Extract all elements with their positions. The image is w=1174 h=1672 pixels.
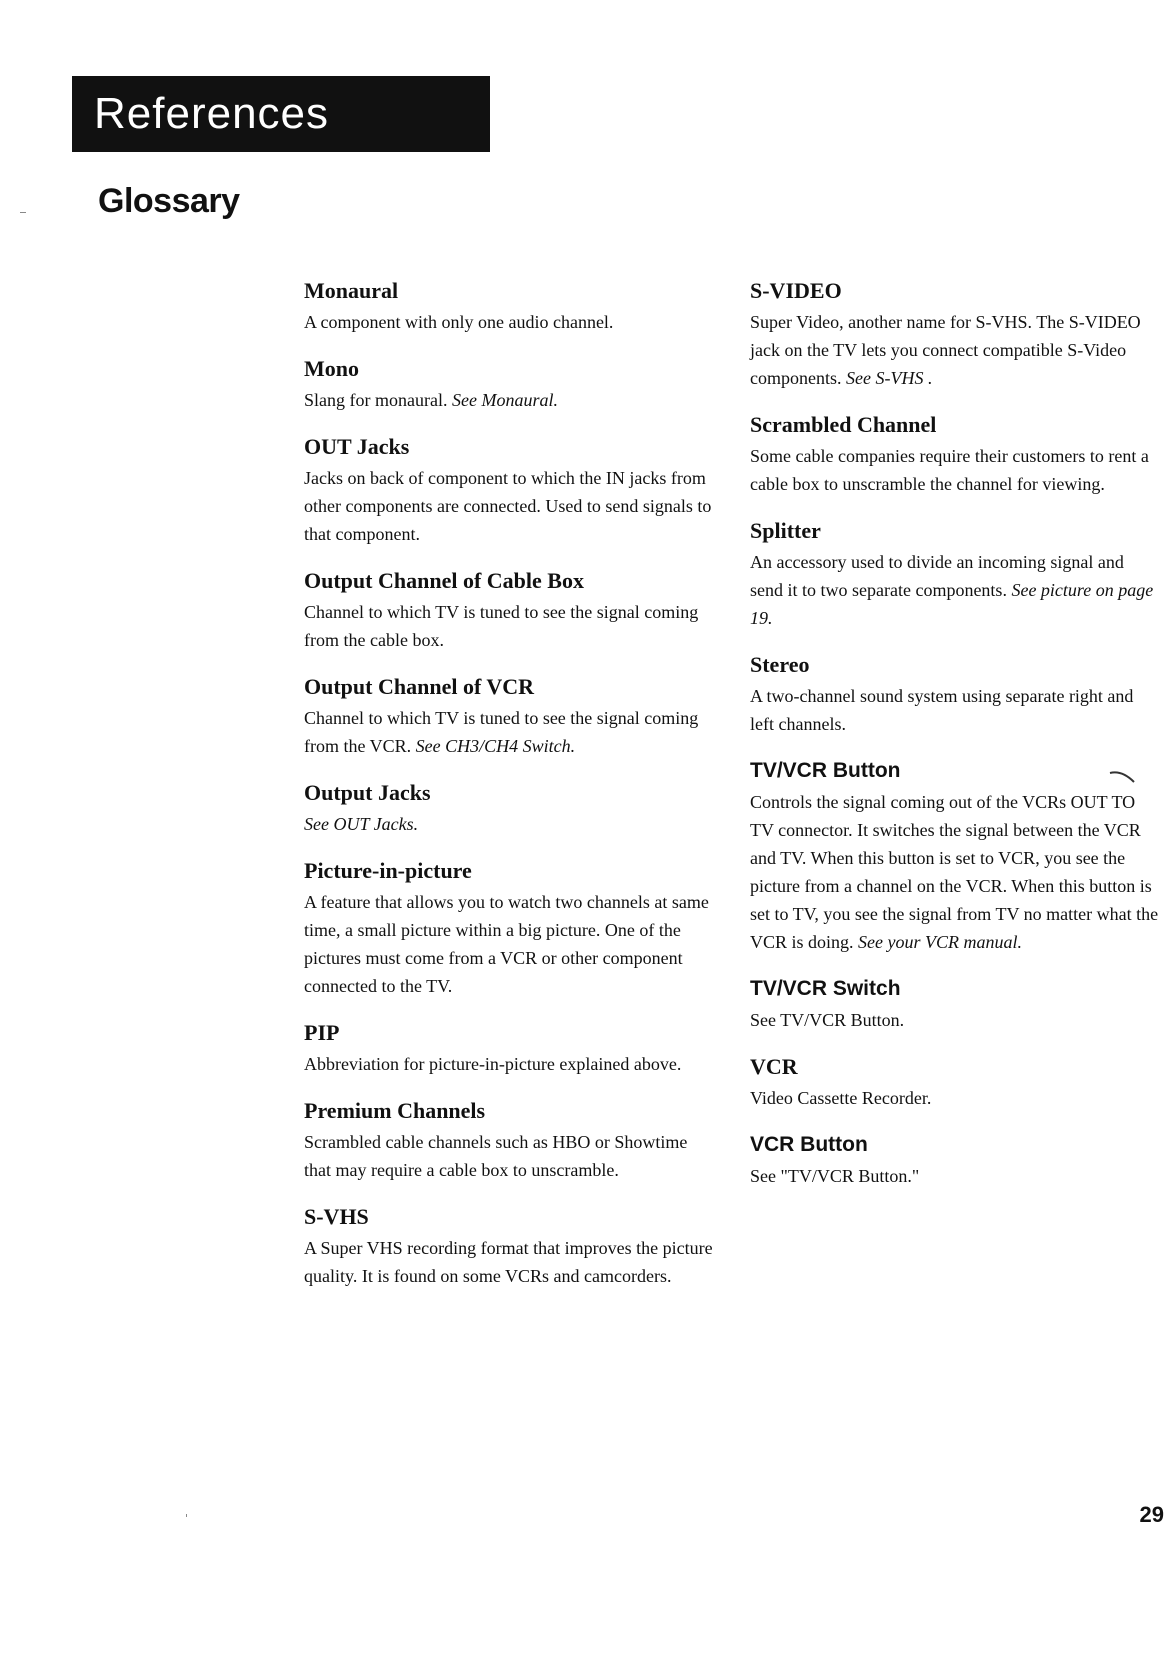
glossary-entry	[750, 1130, 1160, 1190]
glossary-term: TV/VCR Switch	[750, 977, 901, 1000]
see-reference: See Monaural.	[451, 390, 558, 410]
glossary-term: Output Jacks	[304, 780, 431, 805]
glossary-definition: Jacks on back of component to which the IN jacks from other components are connected. Used to send signals to that component.	[304, 468, 712, 544]
glossary-definition: A two-channel sound system using separate right and left channels.	[750, 686, 1134, 734]
glossary-term: Output Channel of VCR	[304, 674, 535, 699]
glossary-term: Mono	[304, 356, 359, 381]
glossary-entry	[750, 276, 1160, 392]
glossary-entry	[304, 672, 714, 760]
glossary-entry	[750, 1052, 1160, 1112]
glossary-definition: A feature that allows you to watch two channels at same time, a small picture within a big picture. One of the pictures must come from a VCR or other component connected to the TV.	[304, 892, 709, 996]
glossary-term: Splitter	[750, 518, 821, 543]
glossary-definition: Some cable companies require their customers to rent a cable box to unscramble the channel for viewing.	[750, 446, 1149, 494]
glossary-definition	[304, 810, 714, 838]
glossary-term: S-VHS	[304, 1204, 369, 1229]
glossary-term: S-VIDEO	[750, 278, 842, 303]
glossary-definition: See "TV/VCR Button."	[750, 1166, 920, 1186]
glossary-entry	[304, 1202, 714, 1290]
glossary-entry	[304, 432, 714, 548]
glossary-entry	[750, 410, 1160, 498]
glossary-term: VCR Button	[750, 1133, 868, 1156]
see-reference: See picture on page 19.	[750, 580, 1154, 628]
scan-mark	[20, 212, 26, 213]
glossary-definition: Abbreviation for picture-in-picture explained above.	[304, 1054, 682, 1074]
glossary-right-column	[750, 276, 1160, 1208]
glossary-term: TV/VCR Button	[750, 759, 901, 782]
glossary-entry	[304, 566, 714, 654]
glossary-entry	[304, 1018, 714, 1078]
glossary-entry	[304, 276, 714, 336]
glossary-entry	[750, 974, 1160, 1034]
glossary-term: Picture-in-picture	[304, 858, 472, 883]
glossary-entry	[750, 516, 1160, 632]
glossary-entry	[304, 856, 714, 1000]
glossary-entry	[750, 650, 1160, 738]
scan-mark	[186, 1514, 187, 1517]
glossary-definition: Channel to which TV is tuned to see the signal coming from the cable box.	[304, 602, 699, 650]
glossary-definition: Super Video, another name for S-VHS. The S-VIDEO jack on the TV lets you connect compatible S-Video components. See S-VHS .	[750, 312, 1141, 388]
glossary-term: VCR	[750, 1054, 798, 1079]
page-title: Glossary	[98, 182, 240, 220]
glossary-entry	[750, 756, 1160, 956]
page-number: 29	[1139, 1502, 1164, 1527]
section-title: References	[94, 89, 330, 138]
glossary-definition: Controls the signal coming out of the VCRs OUT TO TV connector. It switches the signal between the VCR and TV. When this button is set to VCR, you see the picture from a channel on the VCR. When this button is set to TV, you see the signal from TV no matter what the VCR is doing. See your VCR manual.	[750, 792, 1159, 952]
glossary-term: Stereo	[750, 652, 810, 677]
glossary-definition: A Super VHS recording format that improves the picture quality. It is found on some VCRs and camcorders.	[304, 1238, 713, 1286]
glossary-entry	[304, 354, 714, 414]
glossary-definition: A component with only one audio channel.	[304, 312, 614, 332]
glossary-term: Premium Channels	[304, 1098, 486, 1123]
see-reference: See your VCR manual.	[858, 932, 1022, 952]
see-reference: See S-VHS .	[846, 368, 933, 388]
glossary-definition: Channel to which TV is tuned to see the signal coming from the VCR. See CH3/CH4 Switch.	[304, 708, 699, 756]
glossary-term: PIP	[304, 1020, 340, 1045]
glossary-definition: See TV/VCR Button.	[750, 1010, 905, 1030]
glossary-term: Monaural	[304, 278, 399, 303]
glossary-definition: Slang for monaural. See Monaural.	[304, 390, 558, 410]
glossary-entry	[304, 778, 714, 838]
glossary-definition: Video Cassette Recorder.	[750, 1088, 932, 1108]
glossary-left-column	[304, 276, 714, 1308]
glossary-definition: Scrambled cable channels such as HBO or Showtime that may require a cable box to unscramble.	[304, 1132, 688, 1180]
glossary-term: OUT Jacks	[304, 434, 410, 459]
glossary-term: Scrambled Channel	[750, 412, 937, 437]
glossary-entry	[304, 1096, 714, 1184]
glossary-term: Output Channel of Cable Box	[304, 568, 584, 593]
see-reference: See OUT Jacks.	[304, 814, 419, 834]
glossary-definition: An accessory used to divide an incoming signal and send it to two separate components. See picture on page 19.	[750, 552, 1154, 628]
see-reference: See CH3/CH4 Switch.	[415, 736, 576, 756]
section-header-bar	[72, 76, 490, 152]
